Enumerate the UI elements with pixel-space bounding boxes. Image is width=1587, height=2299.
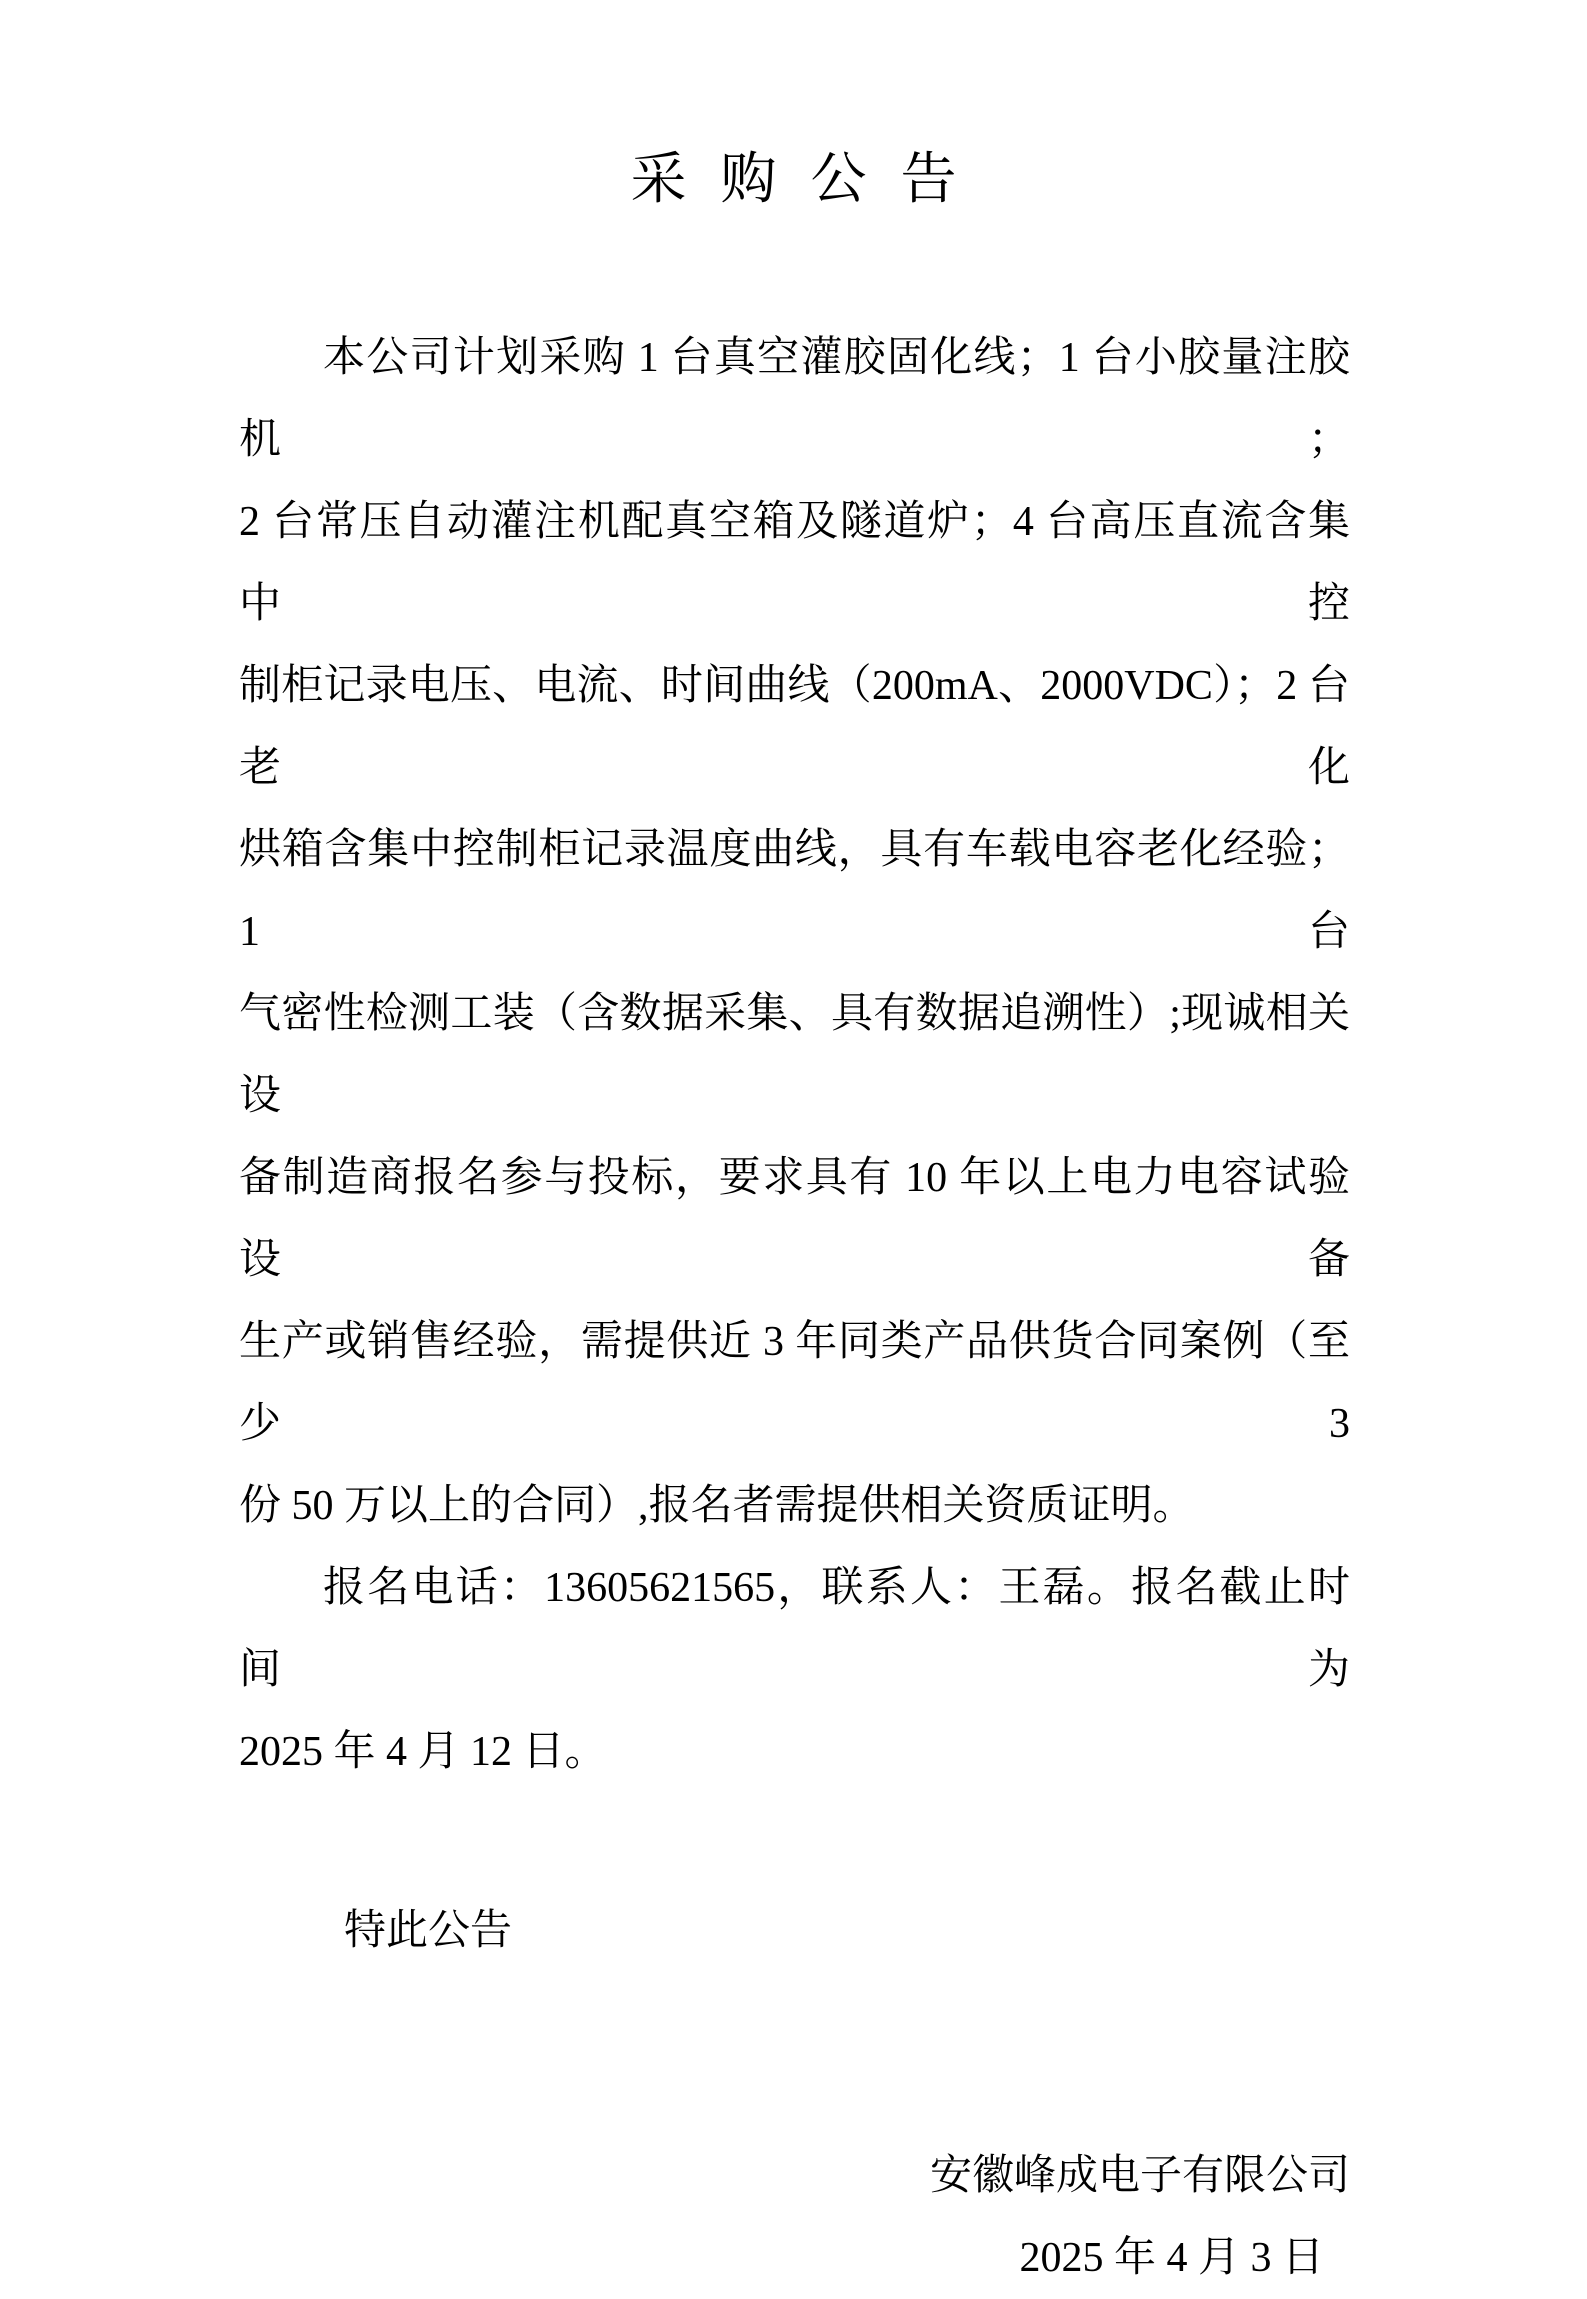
- closing-statement: 特此公告: [344, 1908, 513, 1954]
- paragraph-contact-info: [239, 1547, 1350, 1793]
- signature-date: 2025 年 4 月 3 日: [1019, 2235, 1324, 2281]
- body-line: 备制造商报名参与投标，要求具有 10 年以上电力电容试验设备: [239, 1155, 1350, 1283]
- document-body: [239, 317, 1350, 2299]
- body-line: 气密性检测工装（含数据采集、具有数据追溯性）;现诚相关设: [239, 991, 1350, 1119]
- title-row: [0, 138, 1587, 222]
- body-line: 本公司计划采购 1 台真空灌胶固化线；1 台小胶量注胶机；: [239, 335, 1350, 463]
- body-line: 份 50 万以上的合同）,报名者需提供相关资质证明。: [239, 1483, 1195, 1529]
- company-signature: 安徽峰成电子有限公司: [929, 2153, 1350, 2199]
- body-line: 制柜记录电压、电流、时间曲线（200mA、2000VDC）；2 台老化: [239, 663, 1350, 791]
- body-line: 生产或销售经验，需提供近 3 年同类产品供货合同案例（至少 3: [239, 1319, 1350, 1447]
- body-line: 报名电话：13605621565，联系人：王磊。报名截止时间为: [239, 1565, 1350, 1693]
- body-line: 2 台常压自动灌注机配真空箱及隧道炉；4 台高压直流含集中控: [239, 499, 1350, 627]
- paragraph-procurement-details: [239, 317, 1350, 1547]
- document-title: 采购公告: [630, 149, 991, 211]
- body-line: 2025 年 4 月 12 日。: [239, 1729, 607, 1775]
- body-line: 烘箱含集中控制柜记录温度曲线，具有车载电容老化经验；1 台: [239, 827, 1350, 955]
